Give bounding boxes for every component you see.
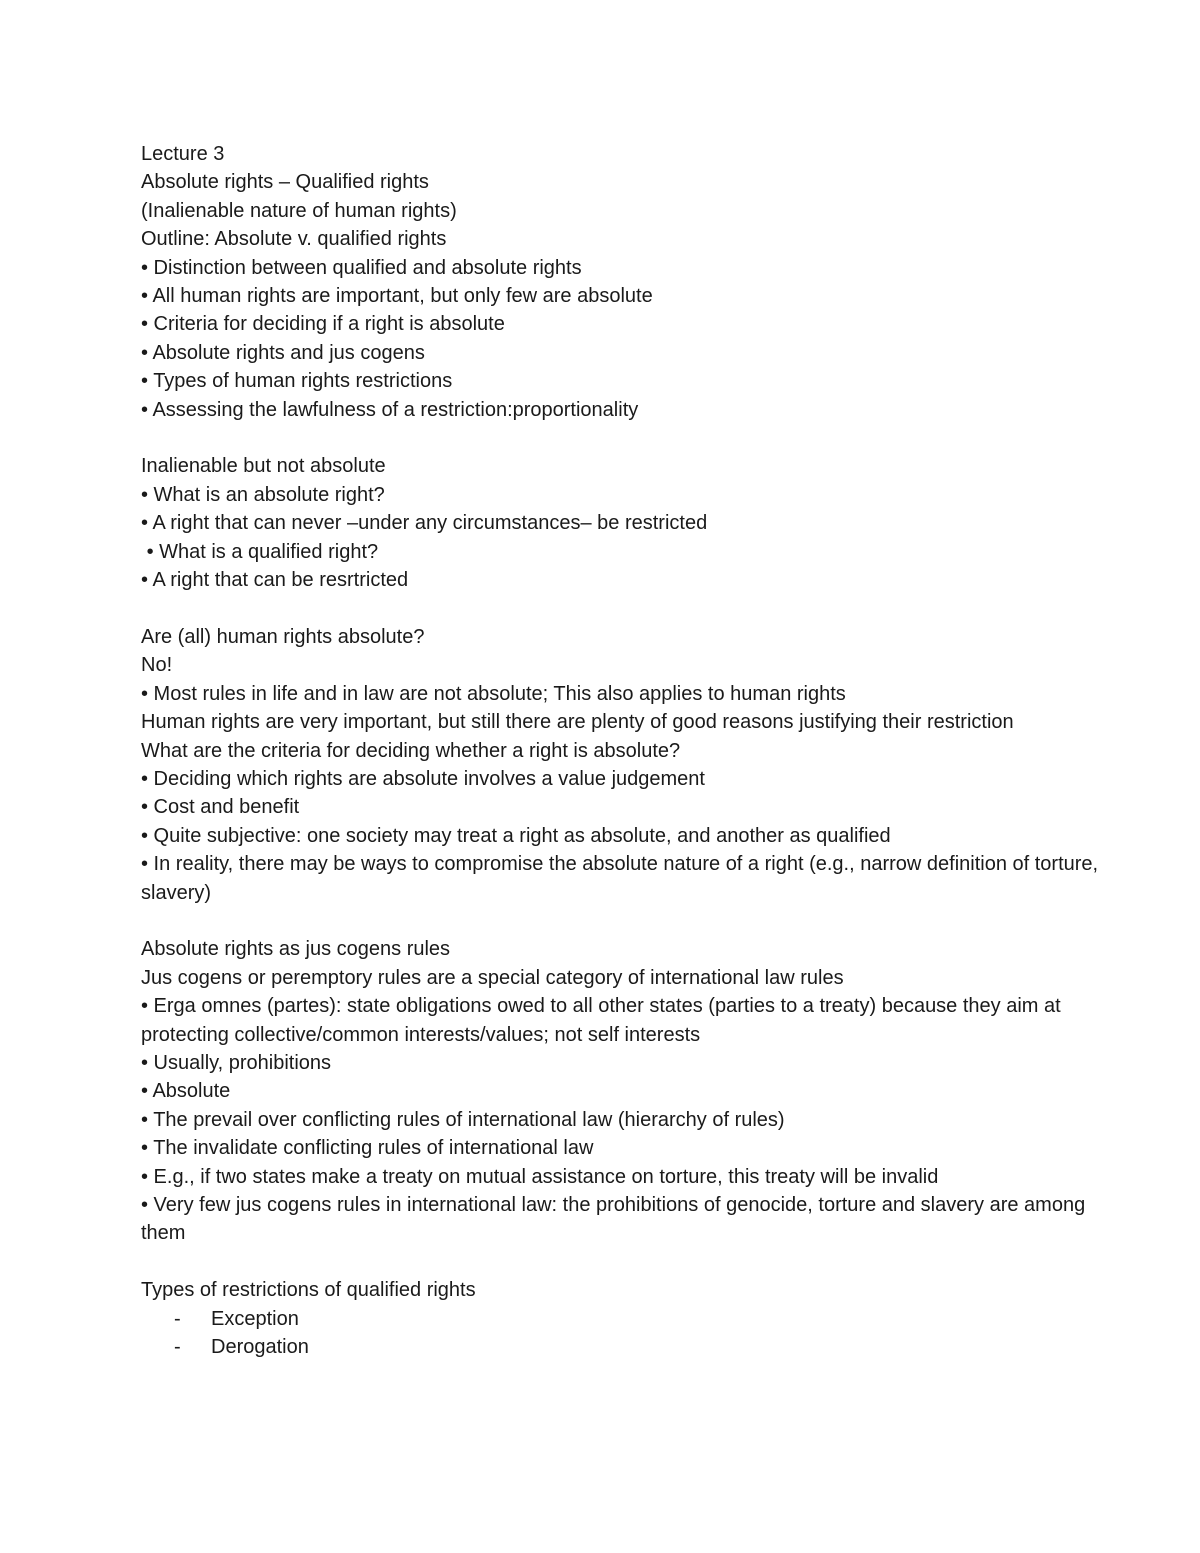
bullet-item: • Usually, prohibitions: [141, 1051, 332, 1074]
criteria-question: What are the criteria for deciding whether a right is absolute?: [141, 739, 681, 762]
section-heading-absolute-question: Are (all) human rights absolute?: [141, 625, 425, 648]
dash-marker: -: [174, 1307, 181, 1330]
dash-list-label: Exception: [211, 1307, 299, 1330]
bullet-item: • Quite subjective: one society may treat a right as absolute, and another as qualified: [141, 824, 891, 847]
outline-heading: Outline: Absolute v. qualified rights: [141, 228, 447, 251]
bullet-item: • Very few jus cogens rules in international law: the prohibitions of genocide, torture and slavery are among them: [141, 1193, 1091, 1245]
spacer: [141, 594, 1101, 622]
section-heading-jus-cogens: Absolute rights as jus cogens rules: [141, 938, 451, 961]
outline-item: • Absolute rights and jus cogens: [141, 341, 425, 364]
dash-list-item: [141, 1305, 1101, 1333]
dash-marker: -: [174, 1336, 181, 1358]
answer-text: No!: [141, 654, 173, 677]
paragraph-text: Human rights are very important, but still there are plenty of good reasons justifying their restriction: [141, 711, 1014, 734]
outline-item: • All human rights are important, but only few are absolute: [141, 285, 653, 308]
spacer: [141, 907, 1101, 935]
lecture-subtitle: Absolute rights – Qualified rights: [141, 171, 429, 194]
outline-item: • Criteria for deciding if a right is absolute: [141, 313, 505, 336]
lecture-title: Lecture 3: [141, 143, 225, 165]
bullet-item: • What is an absolute right?: [141, 483, 385, 506]
bullet-item: • What is a qualified right?: [141, 540, 379, 563]
outline-item: • Types of human rights restrictions: [141, 370, 453, 393]
paragraph-text: Jus cogens or peremptory rules are a special category of international law rules: [141, 966, 844, 989]
dash-list-item: [141, 1333, 1101, 1361]
bullet-item: • In reality, there may be ways to compromise the absolute nature of a right (e.g., narrow definition of torture, slavery): [141, 853, 1104, 904]
spacer: [141, 1248, 1101, 1276]
lecture-subtitle-note: (Inalienable nature of human rights): [141, 199, 457, 222]
bullet-item: • The prevail over conflicting rules of international law (hierarchy of rules): [141, 1108, 785, 1131]
bullet-item: • A right that can be resrtricted: [141, 569, 409, 592]
bullet-item: • Absolute: [141, 1080, 231, 1103]
section-heading-inalienable: Inalienable but not absolute: [141, 455, 386, 478]
bullet-item: • Cost and benefit: [141, 796, 300, 819]
bullet-item: • A right that can never –under any circumstances– be restricted: [141, 512, 708, 535]
spacer: [141, 424, 1101, 452]
outline-item: • Assessing the lawfulness of a restriction:proportionality: [141, 398, 639, 421]
section-heading-restrictions: Types of restrictions of qualified rights: [141, 1279, 476, 1302]
bullet-item: • Deciding which rights are absolute involves a value judgement: [141, 767, 705, 790]
bullet-item: • Most rules in life and in law are not absolute; This also applies to human rights: [141, 682, 846, 705]
bullet-item: • Erga omnes (partes): state obligations owed to all other states (parties to a treaty) because they aim at protecting collective/common interests/values; not self interests: [141, 995, 1067, 1046]
outline-item: • Distinction between qualified and absolute rights: [141, 256, 582, 279]
bullet-item: • The invalidate conflicting rules of international law: [141, 1137, 594, 1160]
bullet-item: • E.g., if two states make a treaty on mutual assistance on torture, this treaty will be invalid: [141, 1165, 939, 1188]
dash-list-label: Derogation: [211, 1336, 309, 1358]
document-page: [141, 140, 1104, 1361]
